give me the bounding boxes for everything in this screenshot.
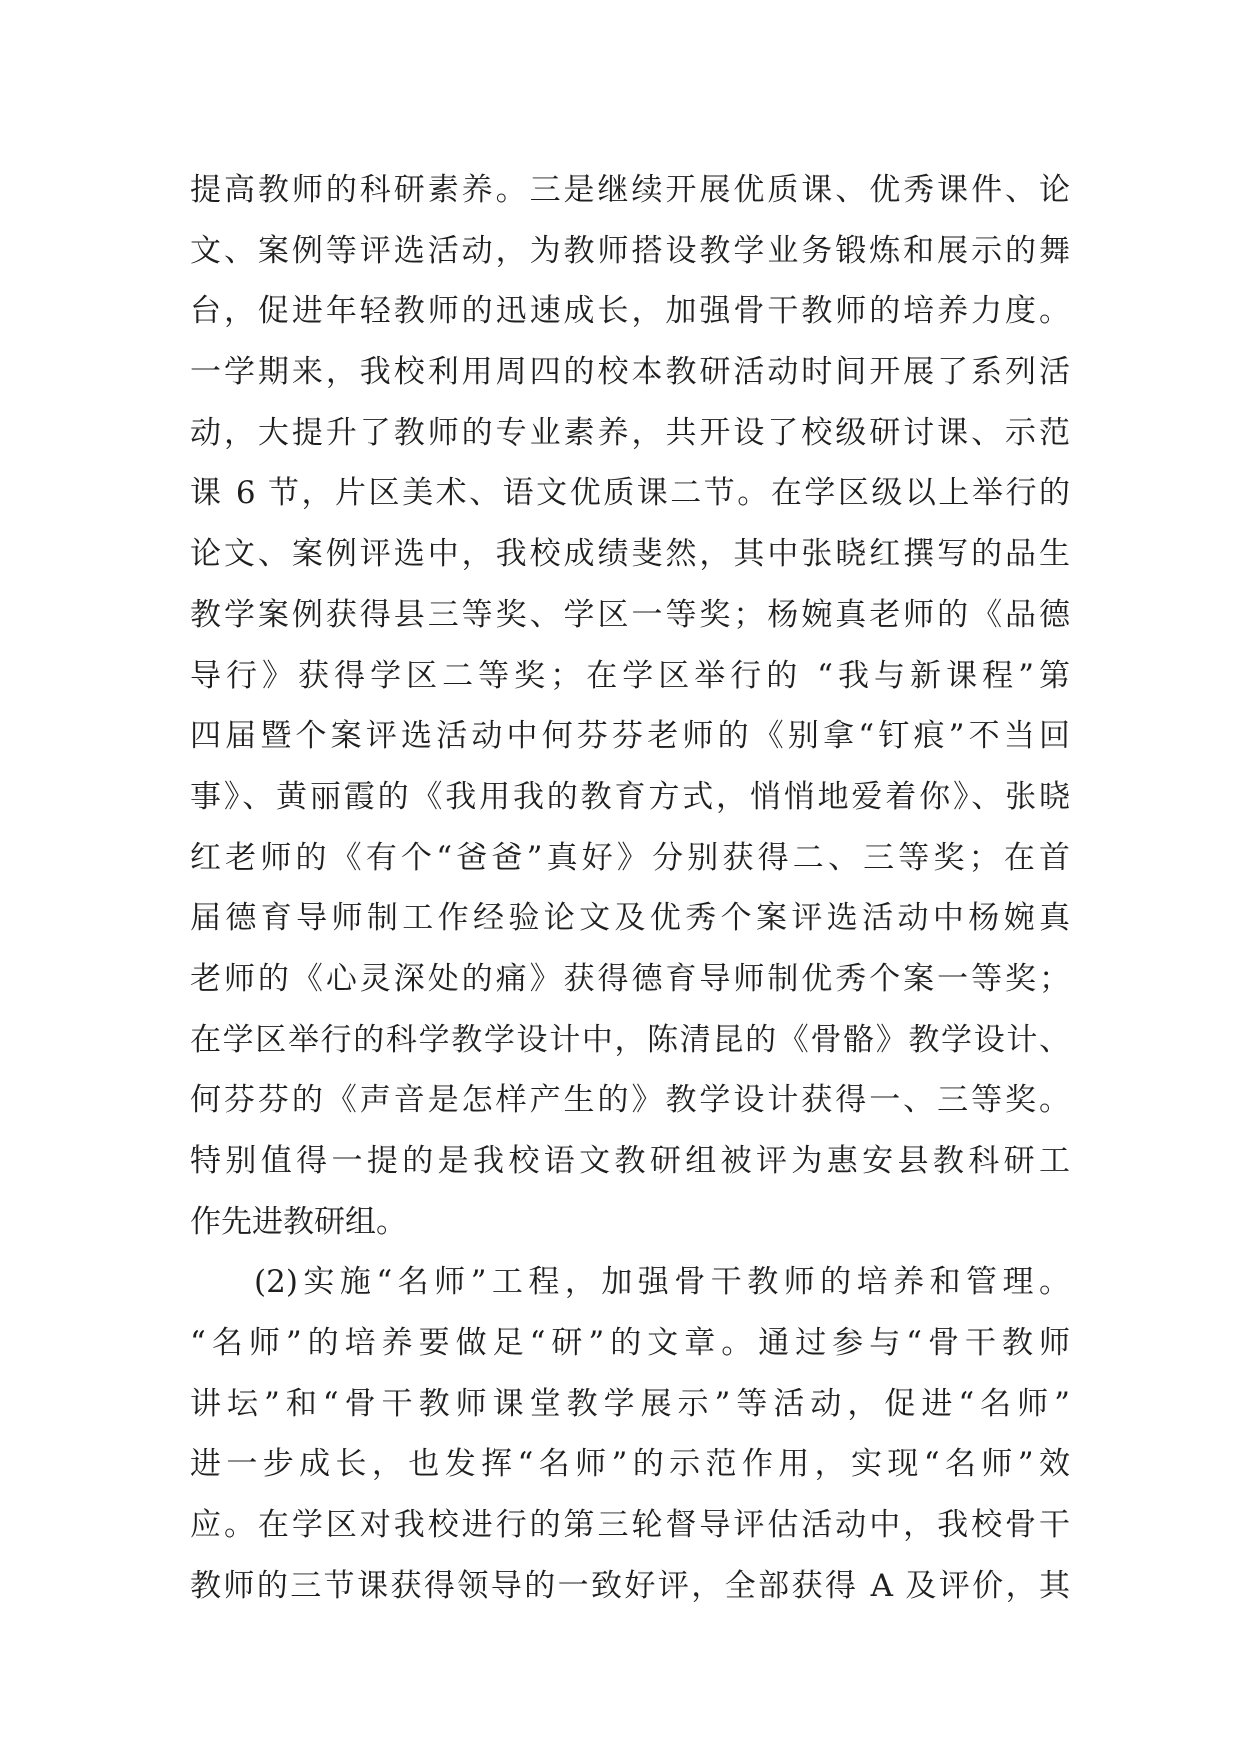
text-line: “名师”的培养要做足“研”的文章。通过参与“骨干教师: [190, 1325, 1070, 1362]
text-line: 作先进教研组。: [190, 1203, 407, 1240]
text-line: 课 6 节，片区美术、语文优质课二节。在学区级以上举行的: [190, 475, 1070, 512]
text-line: 文、案例等评选活动，为教师搭设教学业务锻炼和展示的舞: [190, 232, 1070, 269]
text-line: 提高教师的科研素养。三是继续开展优质课、优秀课件、论: [190, 172, 1070, 208]
text-line: 四届暨个案评选活动中何芬芬老师的《别拿“钉痕”不当回: [190, 718, 1070, 755]
text-line: 教学案例获得县三等奖、学区一等奖；杨婉真老师的《品德: [190, 596, 1070, 633]
text-line: 红老师的《有个“爸爸”真好》分别获得二、三等奖；在首: [190, 839, 1070, 876]
text-line: 论文、案例评选中，我校成绩斐然，其中张晓红撰写的品生: [190, 536, 1070, 573]
text-line: 届德育导师制工作经验论文及优秀个案评选活动中杨婉真: [190, 900, 1070, 937]
text-line: 动，大提升了教师的专业素养，共开设了校级研讨课、示范: [190, 414, 1070, 451]
text-line: 特别值得一提的是我校语文教研组被评为惠安县教科研工: [190, 1143, 1070, 1179]
text-line: 进一步成长，也发挥“名师”的示范作用，实现“名师”效: [190, 1446, 1070, 1483]
text-line: 应。在学区对我校进行的第三轮督导评估活动中，我校骨干: [190, 1507, 1070, 1544]
text-line: 台，促进年轻教师的迅速成长，加强骨干教师的培养力度。: [190, 293, 1070, 330]
text-line: 教师的三节课获得领导的一致好评，全部获得 A 及评价，其: [190, 1567, 1070, 1604]
text-line: 事》、黄丽霞的《我用我的教育方式，悄悄地爱着你》、张晓: [190, 778, 1070, 815]
paragraph-first-line: (2)实施“名师”工程，加强骨干教师的培养和管理。: [254, 1264, 1070, 1301]
body-text: [190, 160, 1070, 1617]
text-line: 在学区举行的科学教学设计中，陈清昆的《骨骼》教学设计、: [190, 1021, 1070, 1058]
text-line: 讲坛”和“骨干教师课堂教学展示”等活动，促进“名师”: [190, 1385, 1070, 1422]
text-line: 何芬芬的《声音是怎样产生的》教学设计获得一、三等奖。: [190, 1082, 1070, 1119]
text-line: 导行》获得学区二等奖；在学区举行的 “我与新课程”第: [190, 657, 1070, 694]
text-line: 一学期来，我校利用周四的校本教研活动时间开展了系列活: [190, 354, 1070, 391]
text-line: 老师的《心灵深处的痛》获得德育导师制优秀个案一等奖；: [190, 960, 1070, 997]
